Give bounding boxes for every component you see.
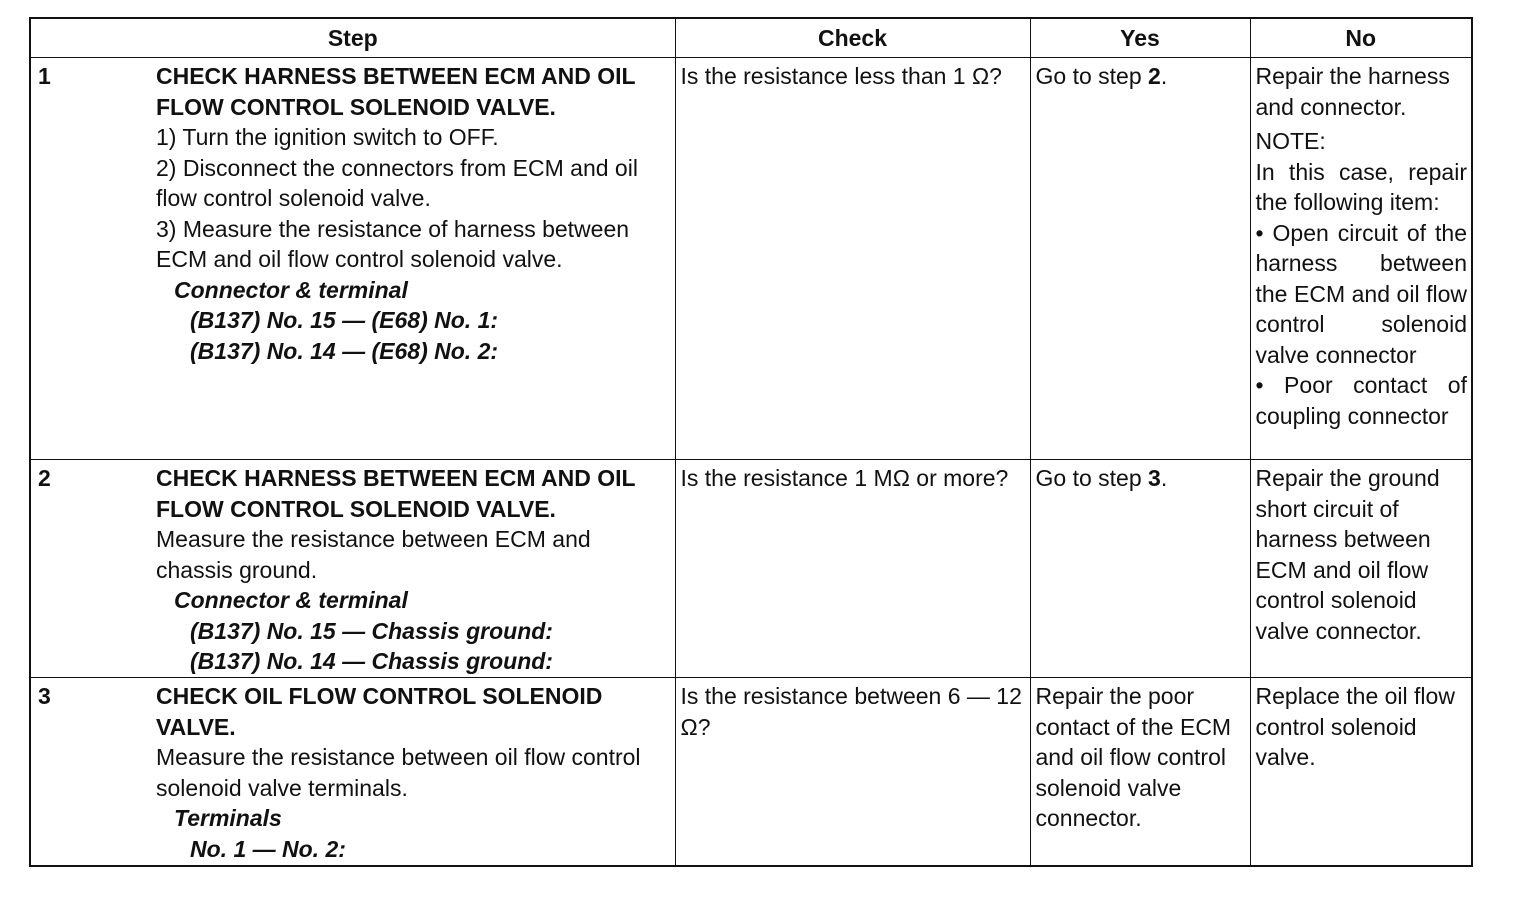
step-instruction: 2) Disconnect the connectors from ECM and oil flow control solenoid valve. (156, 154, 638, 211)
yes-action: Repair the poor contact of the ECM and oil flow control solenoid valve connector. (1035, 683, 1232, 831)
step-cell (30, 58, 675, 460)
header-step: Step (30, 18, 675, 58)
header-yes: Yes (1030, 18, 1250, 58)
no-cell (1250, 678, 1472, 867)
check-question: Is the resistance between 6 — 12 Ω? (680, 683, 1022, 740)
check-cell (675, 58, 1030, 460)
step-number: 2 (38, 465, 51, 491)
yes-suffix: . (1160, 465, 1168, 491)
step-instruction: Measure the resistance between ECM and chassis ground. (156, 526, 591, 583)
no-cell (1250, 58, 1472, 460)
step-instruction: 1) Turn the ignition switch to OFF. (156, 124, 499, 150)
spec-item: (B137) No. 14 — (E68) No. 2: (190, 337, 499, 364)
spec-item: (B137) No. 15 — Chassis ground: (190, 617, 553, 644)
check-cell (675, 678, 1030, 867)
header-row (30, 18, 1472, 58)
check-cell (675, 460, 1030, 678)
step-number: 1 (38, 63, 51, 89)
yes-step-ref: 2 (1148, 63, 1161, 89)
spec-label: Connector & terminal (174, 587, 408, 613)
yes-cell (1030, 678, 1250, 867)
yes-cell (1030, 460, 1250, 678)
step-instruction: Measure the resistance between oil flow control solenoid valve terminals. (156, 744, 641, 801)
spec-item: (B137) No. 15 — (E68) No. 1: (190, 307, 499, 333)
spec-label: Connector & terminal (174, 276, 408, 303)
no-action: Replace the oil flow control solenoid valve. (1255, 683, 1455, 770)
step-cell (30, 460, 675, 678)
header-no: No (1250, 18, 1472, 58)
table-row (30, 460, 1472, 678)
note-bullet: • Open circuit of the harness between the ECM and oil flow control solenoid valve connector (1255, 219, 1467, 368)
step-title: CHECK HARNESS BETWEEN ECM AND OIL FLOW CONTROL SOLENOID VALVE. (156, 63, 636, 120)
note-label: NOTE: (1255, 128, 1326, 154)
header-check: Check (675, 18, 1030, 58)
step-cell (30, 678, 675, 867)
check-question: Is the resistance 1 MΩ or more? (680, 465, 1009, 491)
diagnostic-table (29, 17, 1473, 867)
no-action: Repair the ground short circuit of harness between ECM and oil flow control solenoid valve connector. (1255, 465, 1440, 644)
table-row (30, 58, 1472, 460)
step-instruction: 3) Measure the resistance of harness between ECM and oil flow control solenoid valve. (156, 215, 630, 272)
yes-suffix: . (1160, 63, 1168, 89)
no-action: Repair the harness and connector. (1255, 63, 1450, 120)
step-number: 3 (38, 683, 51, 709)
spec-item: (B137) No. 14 — Chassis ground: (190, 648, 553, 674)
table-row (30, 678, 1472, 867)
step-title: CHECK HARNESS BETWEEN ECM AND OIL FLOW CONTROL SOLENOID VALVE. (156, 465, 636, 522)
check-question: Is the resistance less than 1 Ω? (680, 63, 1002, 89)
note-bullet: • Poor contact of coupling connector (1255, 372, 1467, 429)
note-intro: In this case, repair the following item: (1255, 158, 1467, 215)
spec-label: Terminals (174, 805, 282, 831)
yes-prefix: Go to step (1035, 63, 1149, 89)
yes-step-ref: 3 (1148, 465, 1161, 491)
yes-prefix: Go to step (1035, 465, 1149, 491)
step-title: CHECK OIL FLOW CONTROL SOLENOID VALVE. (156, 683, 603, 740)
no-cell (1250, 460, 1472, 678)
yes-cell (1030, 58, 1250, 460)
spec-item: No. 1 — No. 2: (190, 835, 346, 862)
